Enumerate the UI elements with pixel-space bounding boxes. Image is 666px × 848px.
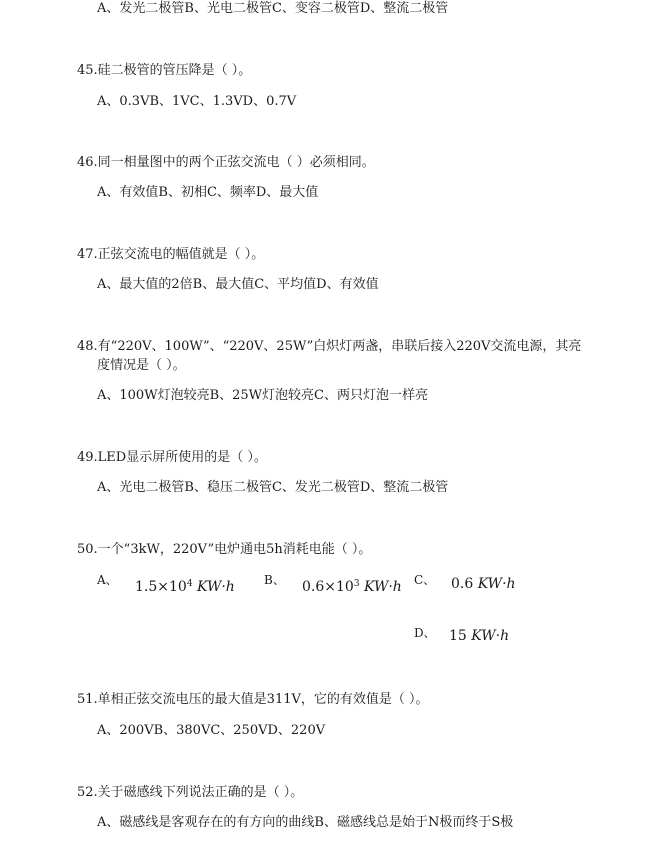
option-50a-value	[135, 575, 235, 596]
options-45: A、0.3VB、1VC、1.3VD、0.7V	[97, 94, 297, 109]
question-45: 45.硅二极管的管压降是（ ）。	[77, 63, 252, 78]
option-50a-exponent: 4	[186, 579, 193, 589]
option-50b-unit: KW·h	[364, 579, 402, 595]
option-50b-exponent: 3	[353, 579, 360, 589]
question-51: 51.单相正弦交流电压的最大值是311V，它的有效值是（ ）。	[77, 692, 429, 707]
option-50d-value	[449, 627, 509, 645]
option-50a-number: 1.5×10	[135, 579, 187, 595]
options-prev: A、发光二极管B、光电二极管C、变容二极管D、整流二极管	[97, 1, 449, 16]
options-48: A、100W灯泡较亮B、25W灯泡较亮C、两只灯泡一样亮	[97, 388, 428, 403]
option-50c-unit: KW·h	[477, 576, 516, 592]
option-50c-label: C、	[414, 573, 436, 587]
question-48-line1: 48.有“220V、100W”、“220V、25W”白炽灯两盏，串联后接入220V交流电源，其亮	[77, 339, 582, 354]
option-50a-label: A、	[97, 573, 118, 587]
options-51: A、200VB、380VC、250VD、220V	[97, 723, 326, 738]
option-50a-unit: KW·h	[197, 579, 235, 595]
option-50b-value	[302, 575, 402, 596]
question-47: 47.正弦交流电的幅值就是（ ）。	[77, 247, 265, 262]
options-52: A、磁感线是客观存在的有方向的曲线B、磁感线总是始于N极而终于S极	[97, 815, 514, 830]
options-47: A、最大值的2倍B、最大值C、平均值D、有效值	[97, 277, 379, 292]
option-50d-number: 15	[449, 628, 467, 644]
question-49: 49.LED显示屏所使用的是（ ）。	[77, 450, 267, 465]
option-50d-label: D、	[414, 626, 436, 640]
question-48-line2: 度情况是（ ）。	[97, 358, 186, 373]
option-50d-unit: KW·h	[471, 628, 510, 644]
question-46: 46.同一相量图中的两个正弦交流电（ ）必须相同。	[77, 155, 375, 170]
option-50c-value	[451, 575, 516, 593]
options-46: A、有效值B、初相C、频率D、最大值	[97, 185, 319, 200]
option-50c-number: 0.6	[451, 576, 474, 592]
question-52: 52.关于磁感线下列说法正确的是（ ）。	[77, 785, 304, 800]
question-50: 50.一个“3kW，220V”电炉通电5h消耗电能（ ）。	[77, 542, 372, 557]
options-49: A、光电二极管B、稳压二极管C、发光二极管D、整流二极管	[97, 480, 449, 495]
option-50b-label: B、	[264, 573, 285, 587]
option-50b-number: 0.6×10	[302, 579, 354, 595]
